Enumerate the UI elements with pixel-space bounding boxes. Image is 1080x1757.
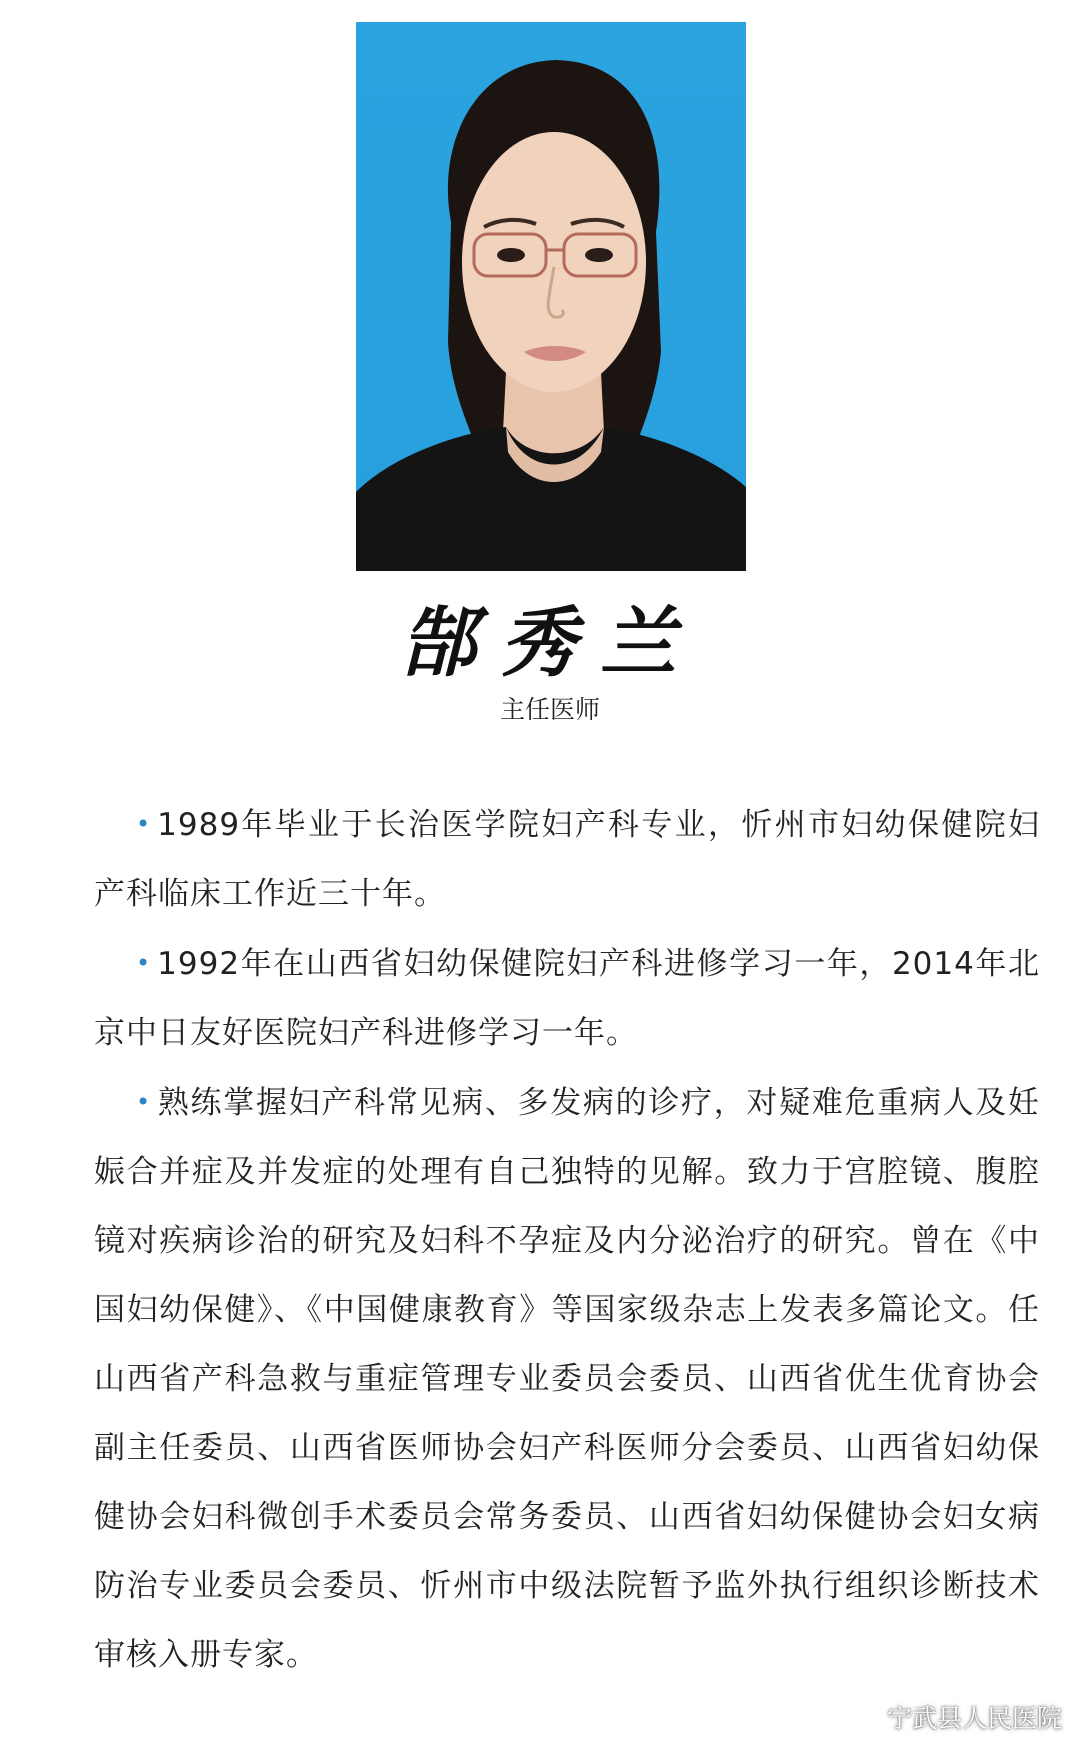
bio-paragraph xyxy=(94,929,1040,1068)
bio-text: 熟练掌握妇产科常见病、多发病的诊疗，对疑难危重病人及妊娠合并症及并发症的处理有自己独特的见解。致力于宫腔镜、腹腔镜对疾病诊治的研究及妇科不孕症及内分泌治疗的研究。曾在《中国妇幼保健》、《中国健康教育》等国家级杂志上发表多篇论文。任山西省产科急救与重症管理专业委员会委员、山西省优生优育协会副主任委员、山西省医师协会妇产科医师分会委员、山西省妇幼保健协会妇科微创手术委员会常务委员、山西省妇幼保健协会妇女病防治专业委员会委员、忻州市中级法院暂予监外执行组织诊断技术审核入册专家。 xyxy=(94,1085,1040,1673)
bio-paragraph xyxy=(94,790,1040,929)
bio-text: 1989年毕业于长治医学院妇产科专业，忻州市妇幼保健院妇产科临床工作近三十年。 xyxy=(94,807,1040,912)
doctor-title: 主任医师 xyxy=(499,695,600,724)
bullet-icon: • xyxy=(136,949,152,977)
bio-paragraph xyxy=(94,1068,1040,1690)
doctor-bio xyxy=(94,790,1040,1690)
doctor-portrait-photo xyxy=(356,22,746,571)
doctor-name: 郜秀兰 xyxy=(400,598,700,687)
bio-text: 1992年在山西省妇幼保健院妇产科进修学习一年，2014年北京中日友好医院妇产科进修学习一年。 xyxy=(94,946,1040,1051)
watermark-text: 宁武县人民医院 xyxy=(886,1704,1062,1733)
wechat-icon xyxy=(847,1703,881,1731)
bullet-icon: • xyxy=(136,810,152,838)
watermark xyxy=(847,1699,1062,1735)
bullet-icon: • xyxy=(136,1088,152,1116)
